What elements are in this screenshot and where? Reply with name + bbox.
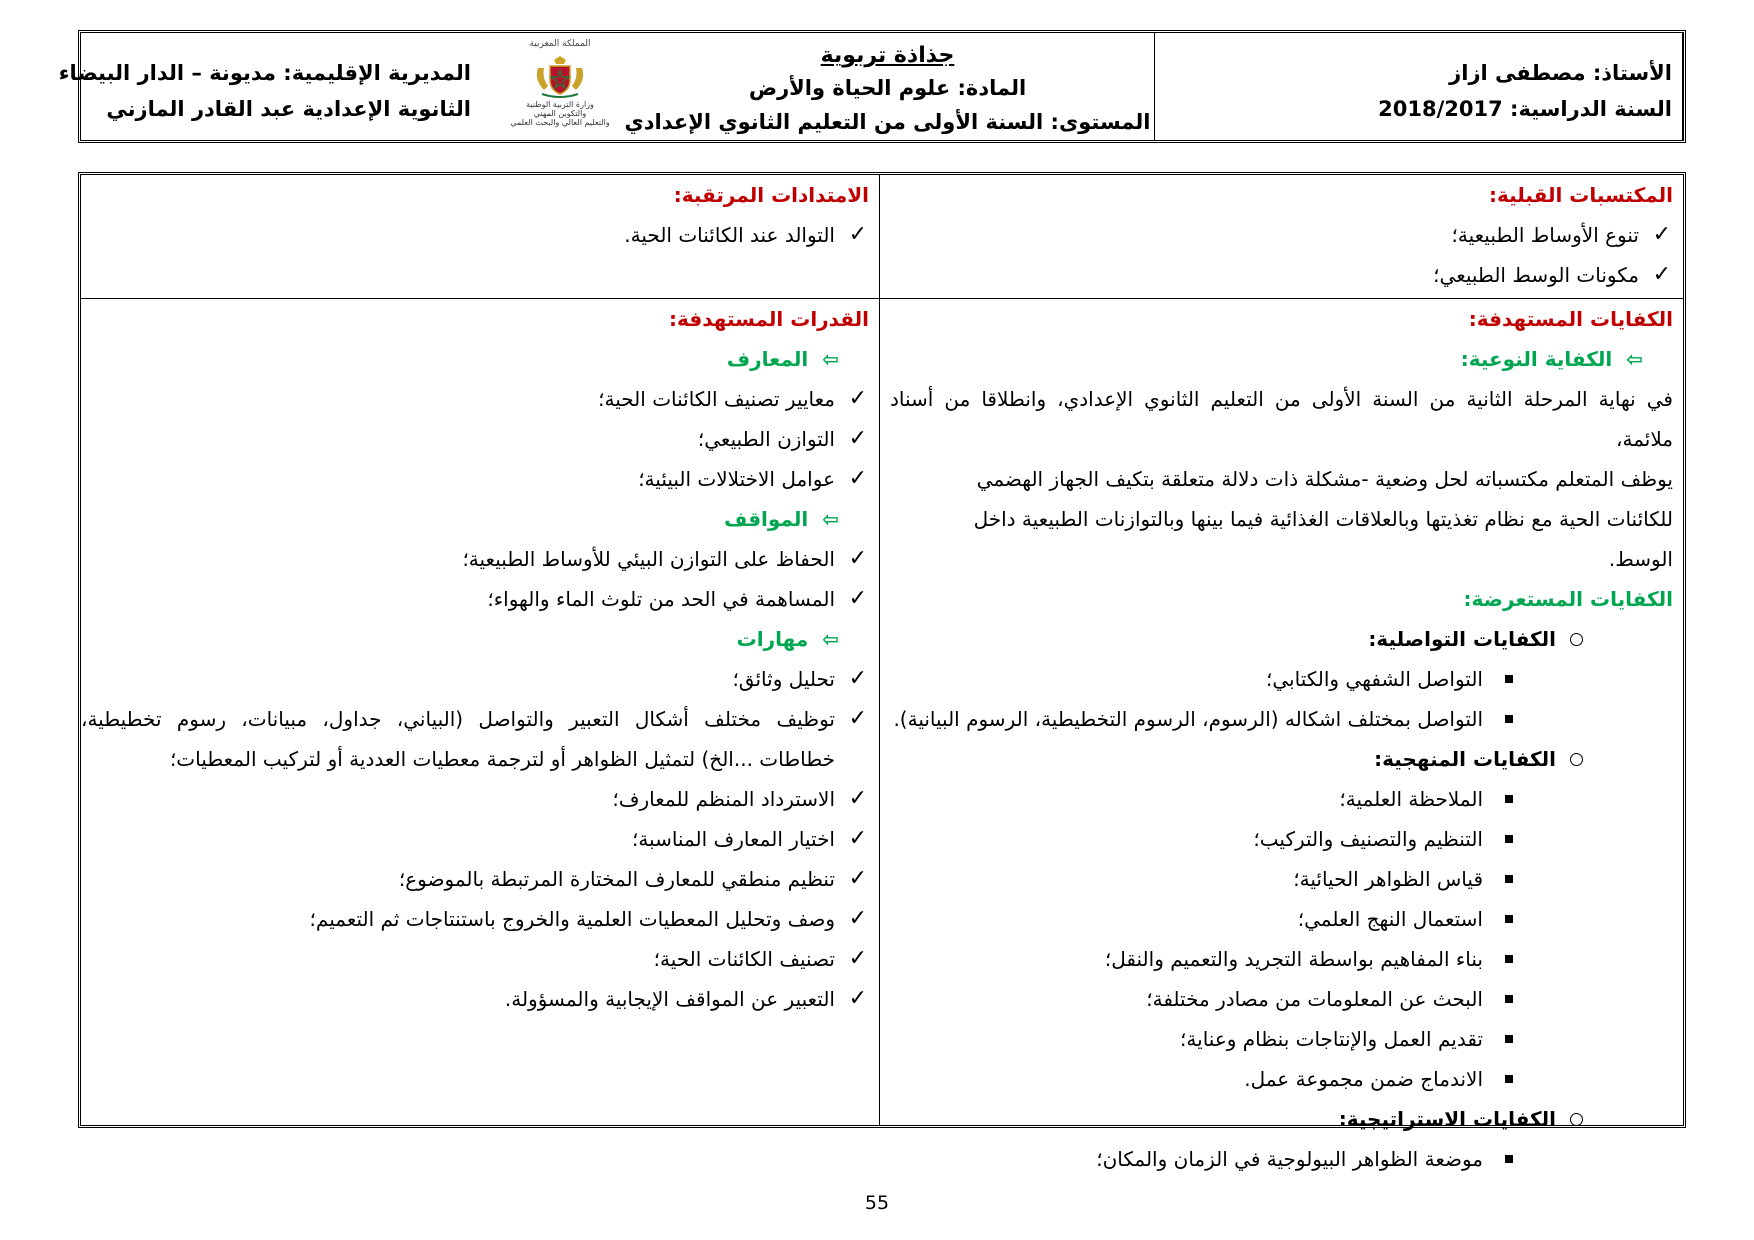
row-prior-extensions <box>81 175 1683 299</box>
check-icon: ✓ <box>848 866 867 891</box>
emblem-ministry-line-2: والتكوين المهني <box>533 109 587 118</box>
knowledge-title: ⇦ المعارف <box>81 339 879 379</box>
list-item: ✓ الاسترداد المنظم للمعارف؛ <box>81 779 879 819</box>
list-item: الملاحظة العلمية؛ <box>880 779 1683 819</box>
prior-knowledge-cell <box>879 175 1683 298</box>
list-item: ✓ معايير تصنيف الكائنات الحية؛ <box>81 379 879 419</box>
list-item: التواصل بمختلف اشكاله (الرسوم، الرسوم التخطيطية، الرسوم البيانية). <box>880 699 1683 739</box>
square-bullet-icon <box>1505 715 1513 723</box>
communication-title: الكفايات التواصلية: <box>880 619 1683 659</box>
competencies-title: الكفايات المستهدفة: <box>1468 307 1673 331</box>
school-year: السنة الدراسية: 2018/2017 <box>1378 97 1672 121</box>
header-table <box>58 30 1686 143</box>
arrow-icon: ⇦ <box>822 347 839 371</box>
teacher: الأستاذ: مصطفى ازاز <box>1449 61 1672 85</box>
check-icon: ✓ <box>848 986 867 1011</box>
check-icon: ✓ <box>848 906 867 931</box>
circle-bullet-icon <box>1570 753 1583 766</box>
prior-knowledge-title: المكتسبات القبلية: <box>1488 183 1673 207</box>
circle-bullet-icon <box>1570 1113 1583 1126</box>
list-item: ✓ التعبير عن المواقف الإيجابية والمسؤولة. <box>81 979 879 1019</box>
square-bullet-icon <box>1505 795 1513 803</box>
list-item: ✓ المساهمة في الحد من تلوث الماء والهواء؛ <box>81 579 879 619</box>
list-item: ✓ مكونات الوسط الطبيعي؛ <box>880 255 1683 295</box>
list-item: ✓ تحليل وثائق؛ <box>81 659 879 699</box>
check-icon: ✓ <box>848 586 867 611</box>
level: المستوى: السنة الأولى من التعليم الثانوي الإعدادي <box>624 110 1151 134</box>
specific-competency-title: ⇦ الكفاية النوعية: <box>880 339 1683 379</box>
emblem-kingdom-text: المملكة المغربية <box>529 39 591 49</box>
list-item: ✓ التوالد عند الكائنات الحية. <box>81 215 879 255</box>
square-bullet-icon <box>1505 995 1513 1003</box>
check-icon: ✓ <box>848 826 867 851</box>
check-icon: ✓ <box>848 426 867 451</box>
list-item: ✓ التوازن الطبيعي؛ <box>81 419 879 459</box>
main-table <box>78 172 1686 1171</box>
check-icon: ✓ <box>848 946 867 971</box>
list-item: ✓ وصف وتحليل المعطيات العلمية والخروج باستنتاجات ثم التعميم؛ <box>81 899 879 939</box>
list-item: تقديم العمل والإنتاجات بنظام وعناية؛ <box>880 1019 1683 1059</box>
square-bullet-icon <box>1505 675 1513 683</box>
strategic-title: الكفايات الاستراتيجية: <box>880 1099 1683 1139</box>
subject: المادة: علوم الحياة والأرض <box>748 76 1027 100</box>
square-bullet-icon <box>1505 835 1513 843</box>
check-icon: ✓ <box>848 386 867 411</box>
check-icon: ✓ <box>1652 222 1671 247</box>
directorate: المديرية الإقليمية: مديونة – الدار البيضاء <box>58 61 471 85</box>
square-bullet-icon <box>1505 1075 1513 1083</box>
list-item: التواصل الشفهي والكتابي؛ <box>880 659 1683 699</box>
check-icon: ✓ <box>848 222 867 247</box>
attitudes-title: ⇦ المواقف <box>81 499 879 539</box>
abilities-cell <box>81 299 879 1125</box>
list-item: ✓ توظيف مختلف أشكال التعبير والتواصل (البياني، جداول، مبيانات، رسوم تخطيطية، خطاطات ...الخ) لتمثيل الظواهر أو لترجمة معطيات العددية أو لتركيب المعطيات؛ <box>81 699 879 779</box>
list-item: التنظيم والتصنيف والتركيب؛ <box>880 819 1683 859</box>
list-item: موضعة الظواهر البيولوجية في الزمان والمكان؛ <box>880 1139 1683 1179</box>
check-icon: ✓ <box>848 546 867 571</box>
check-icon: ✓ <box>1652 262 1671 287</box>
arrow-icon: ⇦ <box>1626 347 1643 371</box>
extensions-title: الامتدادات المرتقبة: <box>673 183 869 207</box>
check-icon: ✓ <box>848 786 867 811</box>
method-title: الكفايات المنهجية: <box>880 739 1683 779</box>
list-item: ✓ تنظيم منطقي للمعارف المختارة المرتبطة بالموضوع؛ <box>81 859 879 899</box>
abilities-title: القدرات المستهدفة: <box>668 307 869 331</box>
page-number: 55 <box>864 1192 890 1214</box>
document-title: جذاذة تربوية <box>820 43 955 68</box>
skills-title: ⇦ مهارات <box>81 619 879 659</box>
extensions-cell <box>81 175 879 298</box>
list-item: بناء المفاهيم بواسطة التجريد والتعميم والنقل؛ <box>880 939 1683 979</box>
check-icon: ✓ <box>848 666 867 691</box>
list-item: ✓ تصنيف الكائنات الحية؛ <box>81 939 879 979</box>
header-subject-cell <box>621 33 1155 140</box>
competencies-cell <box>879 299 1683 1171</box>
row-competencies-abilities <box>81 299 1683 1171</box>
list-item: البحث عن المعلومات من مصادر مختلفة؛ <box>880 979 1683 1019</box>
arrow-icon: ⇦ <box>822 507 839 531</box>
square-bullet-icon <box>1505 875 1513 883</box>
arrow-icon: ⇦ <box>822 627 839 651</box>
school-name: الثانوية الإعدادية عبد القادر المازني <box>106 97 471 121</box>
header-institution-cell <box>58 33 621 140</box>
list-item: ✓ اختيار المعارف المناسبة؛ <box>81 819 879 859</box>
list-item: الاندماج ضمن مجموعة عمل. <box>880 1059 1683 1099</box>
list-item: ✓ الحفاظ على التوازن البيئي للأوساط الطبيعية؛ <box>81 539 879 579</box>
circle-bullet-icon <box>1570 633 1583 646</box>
emblem-ministry-line-3: والتعليم العالي والبحث العلمي <box>510 118 610 127</box>
square-bullet-icon <box>1505 1155 1513 1163</box>
list-item: قياس الظواهر الحيائية؛ <box>880 859 1683 899</box>
kingdom-emblem <box>507 39 613 137</box>
coat-of-arms-icon <box>530 50 590 100</box>
emblem-ministry-line-1: وزارة التربية الوطنية <box>526 100 594 109</box>
list-item: ✓ عوامل الاختلالات البيئية؛ <box>81 459 879 499</box>
specific-competency-text: في نهاية المرحلة الثانية من السنة الأولى من التعليم الثانوي الإعدادي، وانطلاقا من أسناد ملائمة، يوظف المتعلم مكتسباته لحل وضعية -مشكلة ذات دلالة متعلقة بتكيف الجهاز الهضمي للكائنات الحية مع نظام تغذيتها وبالعلاقات الغذائية فيما بينها وبالتوازنات الطبيعية داخل الوسط. <box>890 387 1673 571</box>
square-bullet-icon <box>1505 915 1513 923</box>
transversal-competencies-title: الكفايات المستعرضة: <box>1463 587 1673 611</box>
header-teacher-cell <box>1155 33 1683 140</box>
list-item: ✓ تنوع الأوساط الطبيعية؛ <box>880 215 1683 255</box>
square-bullet-icon <box>1505 1035 1513 1043</box>
institution-text <box>59 55 471 127</box>
check-icon: ✓ <box>848 706 867 731</box>
list-item: استعمال النهج العلمي؛ <box>880 899 1683 939</box>
square-bullet-icon <box>1505 955 1513 963</box>
check-icon: ✓ <box>848 466 867 491</box>
